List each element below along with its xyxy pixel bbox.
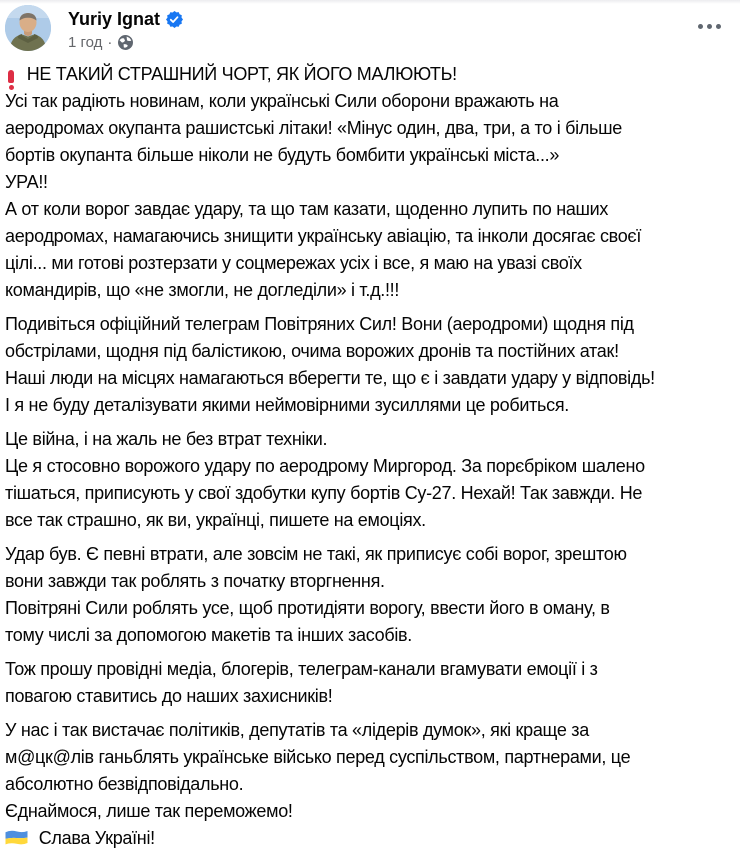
post-line-text: командирів, що «не змогли, не догледіли» і т.д.!!! — [5, 280, 400, 300]
post-header — [0, 0, 740, 52]
post-line — [5, 88, 735, 115]
post-line — [5, 771, 735, 798]
post-line — [5, 595, 735, 622]
post-line — [5, 717, 735, 744]
post-line-text: Це війна, і на жаль не без втрат техніки. — [5, 429, 328, 449]
post-paragraph — [5, 717, 735, 852]
post-line-text: Повітряні Сили роблять усе, щоб протидіяти ворогу, ввести його в оману, в — [5, 598, 610, 618]
post-body — [0, 52, 740, 859]
post-line-text: Усі так радіють новинам, коли українські Сили оборони вражають на — [5, 91, 559, 111]
post-line-text: цілі... ми готові розтерзати у соцмережах усіх і все, я маю на увазі своїх — [5, 253, 582, 273]
post-line — [5, 223, 735, 250]
ukraine-flag-icon — [5, 829, 28, 846]
post-options-button[interactable] — [692, 12, 726, 40]
post-line — [5, 825, 735, 852]
post-line-text: Удар був. Є певні втрати, але зовсім не такі, як приписує собі ворог, зрештою — [5, 544, 627, 564]
post-paragraph — [5, 541, 735, 649]
post-paragraph — [5, 311, 735, 419]
post-line — [5, 426, 735, 453]
post-timestamp[interactable]: 1 год — [68, 34, 103, 51]
post-line-text: УРА!! — [5, 172, 48, 192]
header-info — [68, 5, 183, 52]
post-line — [5, 507, 735, 534]
post-paragraph — [5, 656, 735, 710]
post-line — [5, 568, 735, 595]
post-line — [5, 311, 735, 338]
post-line-text: абсолютно безвідповідально. — [5, 774, 244, 794]
post-line — [5, 142, 735, 169]
post-line-text: все так страшно, як ви, українці, пишете на емоціях. — [5, 510, 426, 530]
post-line — [5, 115, 735, 142]
post-line-text: м@цк@лів ганьблять українське військо перед суспільством, партнерами, це — [5, 747, 631, 767]
post-line — [5, 683, 735, 710]
post-line — [5, 392, 735, 419]
privacy-globe-icon — [118, 35, 133, 50]
post-line-text: Подивіться офіційний телеграм Повітряних Сил! Вони (аеродроми) щодня під — [5, 314, 634, 334]
post-line — [5, 453, 735, 480]
post-line — [5, 798, 735, 825]
post-line-text: Слава Україні! — [38, 828, 155, 848]
post-line — [5, 622, 735, 649]
post-line — [5, 61, 735, 88]
post-line-text: У нас і так вистачає політиків, депутатів та «лідерів думок», які краще за — [5, 720, 589, 740]
avatar-image — [5, 5, 51, 51]
post-line — [5, 277, 735, 304]
post-line-text: Це я стосовно ворожого удару по аеродрому Миргород. За порєбріком шалено — [5, 456, 645, 476]
meta-separator: · — [107, 34, 113, 51]
three-dots-icon — [698, 24, 721, 29]
verified-badge-icon — [166, 11, 183, 28]
post-line — [5, 480, 735, 507]
post-line-text: тішаться, приписують у свої здобутки купу бортів Су-27. Нехай! Так завжди. Не — [5, 483, 643, 503]
post-line-text: Єднаймося, лише так переможемо! — [5, 801, 293, 821]
profile-avatar[interactable] — [5, 5, 51, 51]
post-line-text: обстрілами, щодня під балістикою, очима ворожих дронів та постійних атак! — [5, 341, 619, 361]
post-line — [5, 656, 735, 683]
post-line — [5, 196, 735, 223]
post-line-text: І я не буду деталізувати якими неймовірними зусиллями це робиться. — [5, 395, 569, 415]
post-line-text: тому числі за допомогою макетів та інших засобів. — [5, 625, 412, 645]
post-line — [5, 338, 735, 365]
post-line-text: аеродромах окупанта рашистські літаки! «Мінус один, два, три, а то і більше — [5, 118, 622, 138]
post-line — [5, 169, 735, 196]
post-line — [5, 744, 735, 771]
post-line — [5, 541, 735, 568]
post-line-text: НЕ ТАКИЙ СТРАШНИЙ ЧОРТ, ЯК ЙОГО МАЛЮЮТЬ! — [26, 64, 457, 84]
name-row — [68, 8, 183, 30]
post-line-text: А от коли ворог завдає удару, та що там казати, щоденно лупить по наших — [5, 199, 609, 219]
red-exclamation-icon — [7, 70, 15, 90]
post-line — [5, 365, 735, 392]
post-paragraph — [5, 61, 735, 304]
post-line-text: аеродромах, намагаючись знищити українську авіацію, та інколи досягає своєї — [5, 226, 642, 246]
post-line-text: Тож прошу провідні медіа, блогерів, телеграм-канали вгамувати емоції і з — [5, 659, 598, 679]
author-name-link[interactable]: Yuriy Ignat — [68, 9, 161, 29]
post-line-text: бортів окупанта більше ніколи не будуть бомбити українські міста...» — [5, 145, 560, 165]
post-line-text: повагою ставитись до наших захисників! — [5, 686, 333, 706]
post-line — [5, 250, 735, 277]
post-line-text: вони завжди так роблять з початку вторгнення. — [5, 571, 385, 591]
post-meta — [68, 33, 183, 52]
post-paragraph — [5, 426, 735, 534]
post-line-text: Наші люди на місцях намагаються вберегти те, що є і завдати удару у відповідь! — [5, 368, 655, 388]
